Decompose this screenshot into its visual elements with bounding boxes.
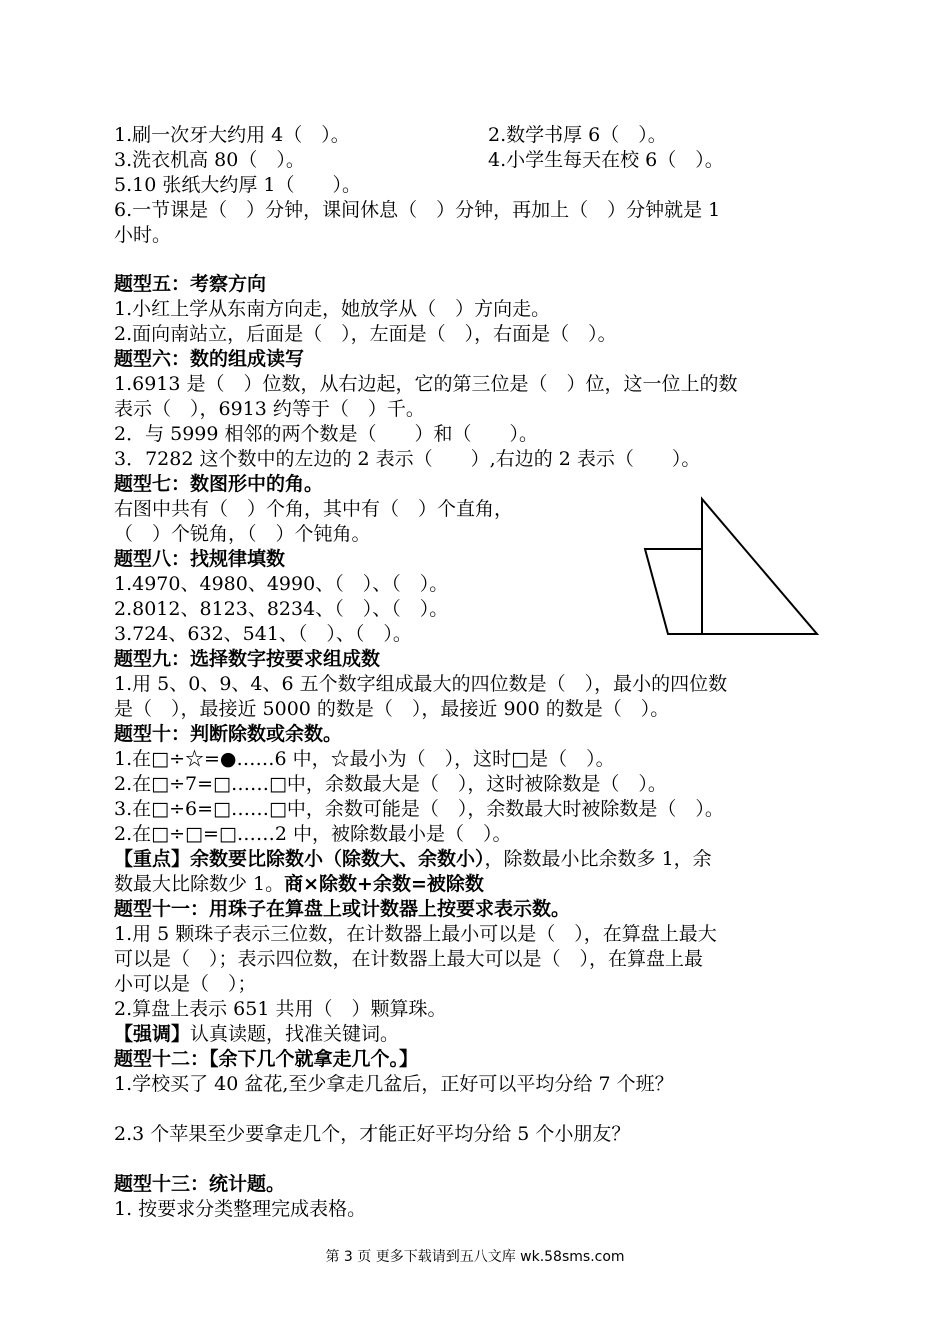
section-6-title: 题型六：数的组成读写 [114, 348, 305, 370]
measure-q5: 5.10 张纸大约厚 1（ ）。 [114, 174, 361, 196]
section-8-q2: 2.8012、8123、8234、（ ）、（ ）。 [114, 598, 449, 620]
section-5-q1: 1.小红上学从东南方向走，她放学从（ ）方向走。 [114, 298, 551, 320]
quadrilateral-shape [645, 549, 702, 634]
angle-figure [640, 496, 825, 638]
measure-q2: 2.数学书厚 6（ ）。 [488, 124, 667, 146]
measure-q4: 4.小学生每天在校 6（ ）。 [488, 149, 724, 171]
section-10-q3: 3.在□÷6=□……□中，余数可能是（ ），余数最大时被除数是（ ）。 [114, 798, 724, 820]
section-10-q1: 1.在□÷☆=●……6 中，☆最小为（ ），这时□是（ ）。 [114, 748, 615, 770]
emphasis-tag: 【强调】 [114, 1023, 191, 1045]
key-point-note-line2 [114, 872, 484, 897]
section-7-line2: （ ）个锐角，（ ）个钝角。 [114, 523, 371, 545]
section-8-q3: 3.724、632、541、（ ）、（ ）。 [114, 623, 412, 645]
key-point-note-line1 [114, 847, 712, 872]
section-6-q3: 3．7282 这个数中的左边的 2 表示（ ）,右边的 2 表示（ ）。 [114, 448, 701, 470]
section-11-line1: 1.用 5 颗珠子表示三位数，在计数器上最小可以是（ ），在算盘上最大 [114, 923, 717, 945]
section-10-title: 题型十：判断除数或余数。 [114, 723, 343, 745]
key-point-tag: 【重点】 [114, 848, 191, 870]
triangle-shape [702, 499, 817, 634]
measure-q6-line1: 6.一节课是（ ）分钟，课间休息（ ）分钟，再加上（ ）分钟就是 1 [114, 199, 721, 221]
key-point-formula: 商×除数+余数=被除数 [284, 873, 484, 895]
key-point-rule: 余数要比除数小（除数大、余数小） [190, 848, 485, 870]
emphasis-note [114, 1022, 399, 1047]
section-11-line4: 2.算盘上表示 651 共用（ ）颗算珠。 [114, 998, 447, 1020]
measure-q3: 3.洗衣机高 80（ ）。 [114, 149, 305, 171]
section-8-q1: 1.4970、4980、4990、（ ）、（ ）。 [114, 573, 449, 595]
section-9-line1: 1.用 5、0、9、4、6 五个数字组成最大的四位数是（ ），最小的四位数 [114, 673, 728, 695]
section-10-q4: 2.在□÷□=□……2 中，被除数最小是（ ）。 [114, 823, 512, 845]
section-10-q2: 2.在□÷7=□……□中，余数最大是（ ），这时被除数是（ ）。 [114, 773, 667, 795]
section-6-q2: 2．与 5999 相邻的两个数是（ ）和（ ）。 [114, 423, 539, 445]
section-12-q1: 1.学校买了 40 盆花,至少拿走几盆后，正好可以平均分给 7 个班？ [114, 1073, 674, 1095]
emphasis-text: 认真读题，找准关键词。 [190, 1023, 400, 1045]
section-13-q1: 1. 按要求分类整理完成表格。 [114, 1198, 367, 1220]
section-9-line2: 是（ ），最接近 5000 的数是（ ），最接近 900 的数是（ ）。 [114, 698, 670, 720]
section-11-title: 题型十一：用珠子在算盘上或计数器上按要求表示数。 [114, 898, 571, 920]
key-point-text: ，除数最小比余数多 1，余 [484, 848, 712, 870]
section-6-q1-line1: 1.6913 是（ ）位数，从右边起，它的第三位是（ ）位，这一位上的数 [114, 373, 738, 395]
section-9-title: 题型九：选择数字按要求组成数 [114, 648, 381, 670]
measure-q6-line2: 小时。 [114, 224, 172, 246]
section-5-q2: 2.面向南站立，后面是（ ），左面是（ ），右面是（ ）。 [114, 323, 617, 345]
section-7-line1: 右图中共有（ ）个角，其中有（ ）个直角， [114, 498, 514, 520]
section-13-title: 题型十三：统计题。 [114, 1173, 286, 1195]
measure-q1: 1.刷一次牙大约用 4（ ）。 [114, 124, 350, 146]
page-footer: 第 3 页 更多下载请到五八文库 wk.58sms.com [325, 1249, 625, 1265]
section-8-title: 题型八：找规律填数 [114, 548, 286, 570]
section-12-q2: 2.3 个苹果至少要拿走几个，才能正好平均分给 5 个小朋友？ [114, 1123, 631, 1145]
section-7-title: 题型七：数图形中的角。 [114, 473, 324, 495]
section-12-title: 题型十二：【余下几个就拿走几个。】 [114, 1048, 419, 1070]
key-point-text-2: 数最大比除数少 1。 [114, 873, 285, 895]
section-11-line3: 小可以是（ ）； [114, 973, 257, 995]
section-5-title: 题型五：考察方向 [114, 273, 267, 295]
section-11-line2: 可以是（ ）；表示四位数，在计数器上最大可以是（ ），在算盘上最 [114, 948, 704, 970]
section-6-q1-line2: 表示（ ），6913 约等于（ ）千。 [114, 398, 425, 420]
